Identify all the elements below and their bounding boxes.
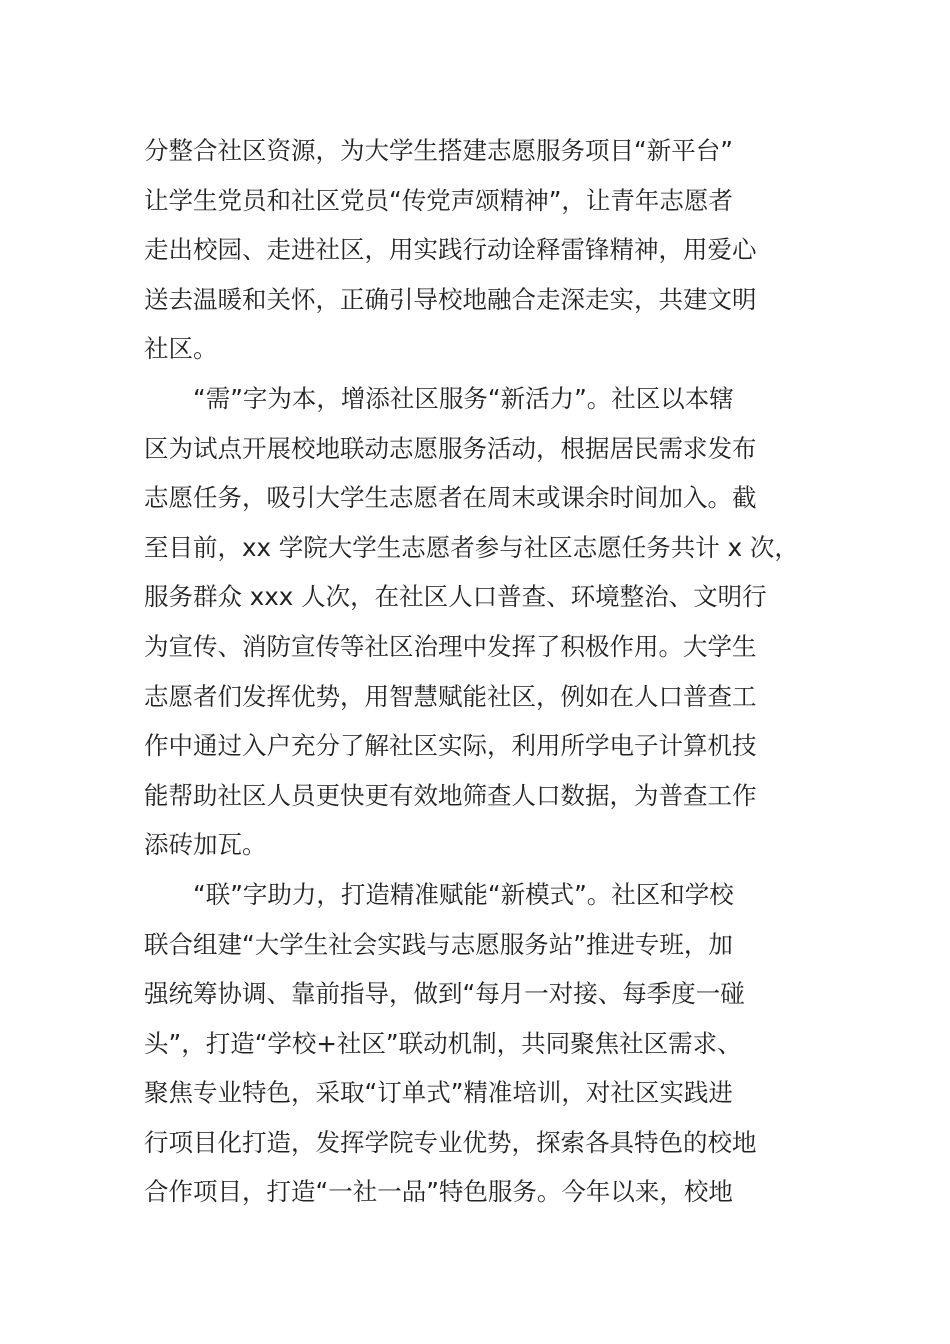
text-line: 让学生党员和社区党员“传党声颂精神”，让青年志愿者 [144,185,733,215]
text-line: 为宣传、消防宣传等社区治理中发挥了积极作用。大学生 [144,631,757,661]
text-line: 分整合社区资源，为大学生搭建志愿服务项目“新平台” [144,136,733,165]
text-line: 添砖加瓦。 [144,830,267,860]
text-line: 能帮助社区人员更快更有效地筛查人口数据，为普查工作 [144,780,757,810]
text-line: 志愿者们发挥优势，用智慧赋能社区，例如在人口普查工 [144,681,757,711]
text-line: 社区。 [144,334,218,364]
text-line: 至目前，xx 学院大学生志愿者参与社区志愿任务共计 x 次， [144,532,799,562]
body-text [144,126,814,1217]
text-line: “联”字助力，打造精准赋能“新模式”。社区和学校 [144,879,734,909]
text-line: 送去温暖和关怀，正确引导校地融合走深走实，共建文明 [144,284,757,314]
text-line: 服务群众 xxx 人次，在社区人口普查、环境整治、文明行 [144,582,767,612]
text-line: “需”字为本，增添社区服务“新活力”。社区以本辖 [144,383,734,413]
text-line: 区为试点开展校地联动志愿服务活动，根据居民需求发布 [144,433,757,463]
text-line: 合作项目，打造“一社一品”特色服务。今年以来，校地 [144,1177,733,1207]
text-line: 行项目化打造，发挥学院专业优势，探索各具特色的校地 [144,1127,757,1157]
text-line: 走出校园、走进社区，用实践行动诠释雷锋精神，用爱心 [144,235,757,265]
text-line: 志愿任务，吸引大学生志愿者在周末或课余时间加入。截 [144,483,757,513]
text-line: 聚焦专业特色，采取“订单式”精准培训，对社区实践进 [144,1078,733,1108]
text-line: 头”，打造“学校+社区”联动机制，共同聚焦社区需求、 [144,1028,742,1058]
text-line: 作中通过入户充分了解社区实际，利用所学电子计算机技 [144,731,757,761]
text-line: 联合组建“大学生社会实践与志愿服务站”推进专班，加 [144,929,733,959]
text-line: 强统筹协调、靠前指导，做到“每月一对接、每季度一碰 [144,979,745,1009]
